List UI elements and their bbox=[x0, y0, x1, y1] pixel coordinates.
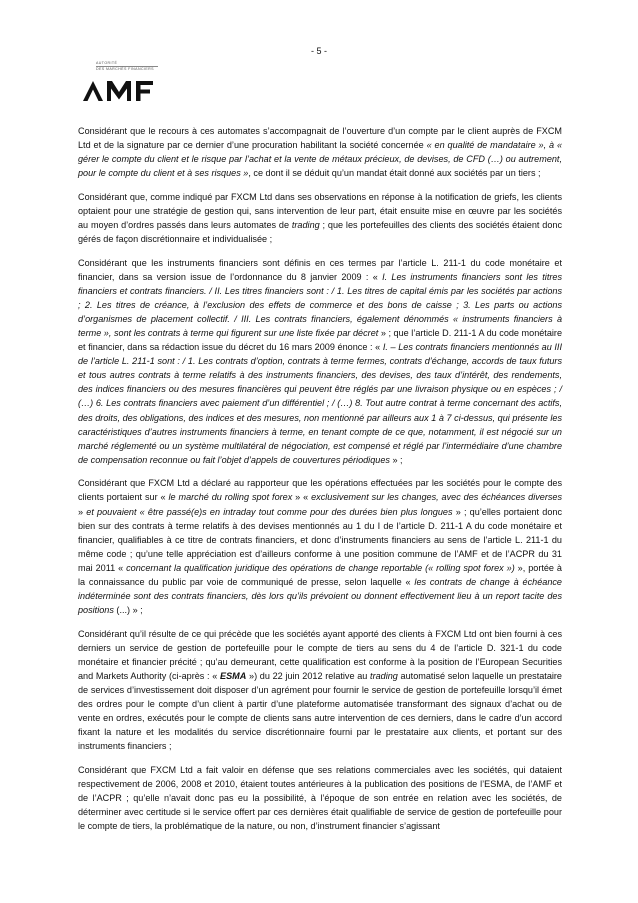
text-run: automatisé selon laquelle un prestataire de services d’investissement doit disposer d’un agrément pour fournir le service de gestion de portefeuille lorsqu’il émet des ordres pour le compte d’un client à partir d’une plateforme automatisée transformant des signaux d’achat ou de vente en ordres, exécutés pour le compte de clients sans autre intervention de ces derniers, dans le cadre d’un accord fixant la nature et les modalités du service discrétionnaire fourni par le prestataire aux clients, et portant sur des instruments financiers ; bbox=[78, 670, 562, 752]
document-body bbox=[78, 124, 562, 843]
emphasis-run: les contrats de change à échéance indéterminée sont des contrats financiers, dès lors qu’ils prévoient ou donnent effectivement lieu à un report tacite des positions bbox=[78, 576, 562, 616]
text-run: » ; bbox=[389, 454, 403, 465]
emphasis-run: « en qualité de mandataire », à « gérer le compte du client et le risque par l’achat et la vente de métaux précieux, de devises, de CFD (…) ou autrement, pour le compte du client et à ses risques » bbox=[78, 140, 562, 179]
text-run: Considérant que les instruments financiers sont définis en ces termes par l’article L. 211-1 du code monétaire et financier, dans sa version issue de l’ordonnance du 8 janvier 2009 : « bbox=[78, 257, 562, 282]
paragraph bbox=[78, 627, 562, 754]
emphasis-run: exclusivement sur les changes, avec des échéances diverses bbox=[311, 492, 563, 503]
text-run: » ; qu’elles portaient donc bien sur des contrats à terme relatifs à des devises mentionnés au 1 du I de l’article D. 211-1 A du code monétaire et financier, qualifiables à ce titre de contrats financiers, et donc d’instruments financiers au sens de l’article L. 211-1 du même code ; qu’une telle appréciation est d’ailleurs conforme à une position commune de l’AMF et de l’ACPR du 31 mai 2011 « bbox=[78, 506, 562, 573]
text-run: » bbox=[78, 506, 87, 517]
logo-line-2: DES MARCHÉS FINANCIERS bbox=[96, 67, 154, 71]
text-run: » ; que l’article D. 211-1 A du code monétaire et financier, dans sa rédaction issue du décret du 16 mars 2009 énonce : « bbox=[78, 328, 562, 353]
emphasis-run: trading bbox=[370, 670, 398, 681]
emphasis-run: I. – Les contrats financiers mentionnés au III de l’article L. 211-1 sont : / 1. Les contrats d’option, contrats à terme fermes, contrats d’échange, accords de taux futurs et tous autres contrats à terme relatifs à des instruments financiers, des devises, des taux d’intérêt, des rendements, des indices financiers ou des mesures financières qui peuvent être réglés par une livraison physique ou en espèces ; / (…) 6. Les contrats financiers avec paiement d’un différentiel ; / (…) 8. Tout autre contrat à terme concernant des actifs, des droits, des obligations, des indices et des mesures, non mentionné par ailleurs aux 1 à 7 ci-dessus, qui présente les caractéristiques d’autres instruments financiers à terme, en tenant compte de ce que, notamment, il est négocié sur un marché réglementé ou un système multilatéral de négociation, est compensé et réglé par l’intermédiaire d’une chambre de compensation reconnue ou fait l’objet d’appels de couvertures périodiques bbox=[78, 342, 562, 465]
logo-line-1: AUTORITÉ bbox=[96, 61, 118, 65]
paragraph bbox=[78, 190, 562, 246]
text-run: , ce dont il se déduit qu’un mandat était donné aux sociétés par un tiers ; bbox=[248, 168, 541, 179]
amf-wordmark-icon bbox=[82, 80, 164, 102]
text-run: Considérant que FXCM Ltd a déclaré au rapporteur que les opérations effectuées par les sociétés pour le compte des clients portaient sur « bbox=[78, 478, 562, 503]
emphasis-run: concernant la qualification juridique des opérations de change reportable (« rolling spot forex ») bbox=[126, 562, 515, 573]
text-run: Considérant qu’il résulte de ce qui précède que les sociétés ayant apporté des clients à FXCM Ltd ont bien fourni à ces derniers un service de gestion de portefeuille pour le compte de tiers au sens du 4 de l’article D. 321-1 du code monétaire et financier précité ; qu’au demeurant, cette qualification est conforme à la position de l’European Securities and Markets Authority (ci-après : « bbox=[78, 628, 562, 681]
text-run: ; que les portefeuilles des clients des sociétés étaient donc gérés de façon discrétionnaire et individualisée ; bbox=[78, 219, 563, 245]
emphasis-run: et pouvaient « être passé(e)s en intraday tout comme pour des durées bien plus longues bbox=[86, 506, 453, 517]
paragraph bbox=[78, 476, 562, 617]
paragraph bbox=[78, 256, 562, 467]
text-run: Considérant que FXCM Ltd a fait valoir en défense que ses relations commerciales avec les sociétés, qui dataient respectivement de 2006, 2008 et 2010, étaient toutes antérieures à la publication des positions de l’ESMA, de l’AMF et de l’ACPR ; qu’elle n’avait donc pas eu la possibilité, à l’époque de son entrée en relation avec les sociétés, de déterminer avec certitude si le service offert par ces dernières était qualifiable de service de gestion de portefeuille pour le compte de tiers, la problématique de la nature, ou non, d’instrument financier s’agissant bbox=[78, 764, 562, 832]
page-number: - 5 - bbox=[310, 46, 327, 56]
emphasis-run: ESMA bbox=[220, 670, 247, 681]
paragraph bbox=[78, 763, 562, 833]
emphasis-run: le marché du rolling spot forex bbox=[168, 492, 293, 503]
text-run: Considérant que le recours à ces automates s’accompagnait de l’ouverture d’un compte par le client auprès de FXCM Ltd et de la signature par ce dernier d’une procuration habilitant la société concernée bbox=[78, 126, 562, 151]
emphasis-run: I. Les instruments financiers sont les titres financiers et contrats financiers. / II. Les titres financiers sont : / 1. Les titres de capital émis par les sociétés par actions ; 2. Les titres de créance, à l’exclusion des effets de commerce et des bons de caisse ; 3. Les parts ou actions d’organismes de placement collectif. / III. Les contrats financiers, également dénommés « instruments financiers à terme », sont les contrats à terme qui figurent sur une liste fixée par décret bbox=[78, 271, 562, 338]
emphasis-run: trading bbox=[291, 219, 320, 230]
amf-logo bbox=[82, 62, 172, 106]
text-run: ») du 22 juin 2012 relative au bbox=[246, 670, 371, 681]
text-run: Considérant que, comme indiqué par FXCM Ltd dans ses observations en réponse à la notification de griefs, les clients optaient pour une stratégie de gestion qui, sans intervention de leur part, était ensuite mise en œuvre par les sociétés au moyen d’ordres passés dans leurs automates de bbox=[78, 191, 562, 230]
text-run: », portée à la connaissance du public par voie de communiqué de presse, selon laquelle « bbox=[78, 562, 562, 587]
paragraph bbox=[78, 124, 562, 180]
text-run: » « bbox=[292, 492, 312, 503]
text-run: (...) » ; bbox=[113, 605, 143, 616]
